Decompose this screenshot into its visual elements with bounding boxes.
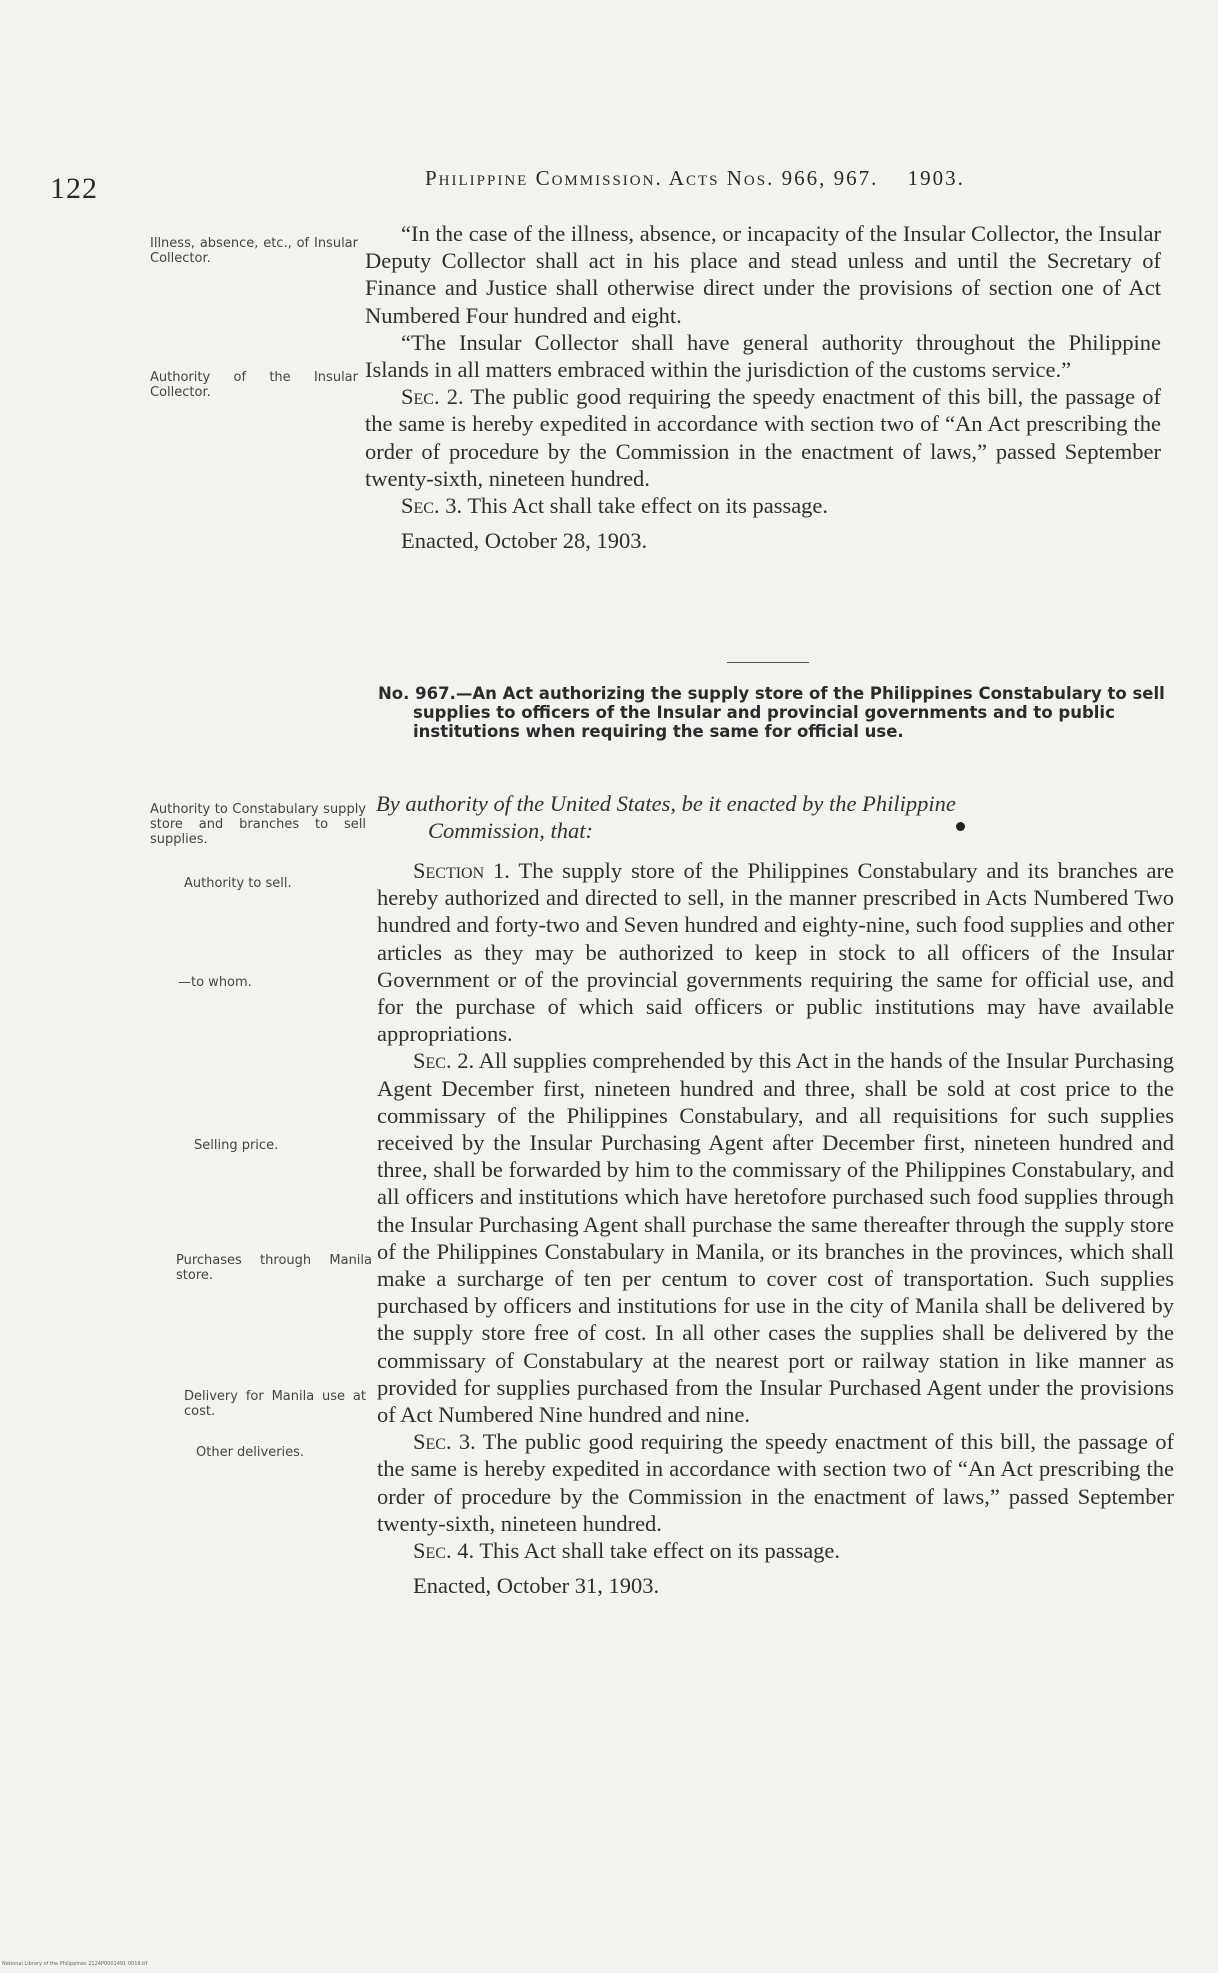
enacting-line-2: Commission, that: (428, 818, 594, 843)
section-label: Section 1. (413, 858, 510, 883)
section-text: All supplies comprehended by this Act in the hands of the Insular Purchasing Agent December first, nineteen hundred and three, shall be sold at cost price to the commissary of the Philippines Constabulary, and all requisitions for such supplies received by the Insular Purchasing Agent after December first, nineteen hundred and three, shall be forwarded by him to the commissary of the Philippines Constabulary, and all officers and institutions which have heretofore purchased such food supplies through the Insular Purchasing Agent shall purchase the same thereafter through the supply store of the Philippines Constabulary in Manila, or its branches in the provinces, which shall make a surcharge of ten per centum to cover cost of transportation. Such supplies purchased by officers and institutions for use in the city of Manila shall be delivered by the supply store free of cost. In all other cases the supplies shall be delivered by the commissary of Constabulary at the nearest port or railway station in like manner as provided for supplies purchased from the Insular Purchased Agent under the provisions of Act Numbered Nine hundred and nine. (377, 1048, 1175, 1428)
section-label: Sec. 3. (401, 493, 463, 519)
act-967-section-4 (377, 1537, 1174, 1564)
act-967-section-3 (377, 1428, 1174, 1537)
section-label: Sec. 2. (401, 384, 464, 410)
margin-note-authority-store: Authority to Constabulary supply store and branches to sell supplies. (150, 802, 366, 847)
running-head (425, 166, 965, 191)
scan-footer: National Library of the Philippines 2124P0001491 0019.tif (2, 1961, 148, 1967)
act-967-enacted: Enacted, October 31, 1903. (413, 1573, 660, 1599)
act-966-body (365, 220, 1161, 554)
section-text: The supply store of the Philippines Constabulary and its branches are hereby authorized and directed to sell, in the manner prescribed in Acts Numbered Two hundred and forty-two and Seven hundred and eighty-nine, such food supplies and other articles as they may be authorized to keep in stock to all officers of the Insular Government or of the provincial governments requiring the same for official use, and for the purchase of which said officers or public institutions may have available appropriations. (377, 858, 1175, 1047)
running-head-title: Philippine Commission. (425, 166, 663, 190)
section-label: Sec. 4. (413, 1538, 475, 1564)
margin-note-authority-collector: Authority of the Insular Collector. (150, 370, 358, 400)
section-label: Sec. 2. (413, 1048, 475, 1074)
margin-note-authority-sell: Authority to sell. (184, 876, 292, 891)
act-967-title: No. 967.—An Act authorizing the supply store of the Philippines Constabulary to sell supplies to officers of the Insular and provincial governments and to public institutions when requiring the same for official use. (378, 684, 1165, 741)
act-967-body (377, 857, 1174, 1599)
margin-note-other-deliveries: Other deliveries. (196, 1445, 305, 1460)
ink-dot (956, 822, 965, 831)
margin-note-delivery-manila: Delivery for Manila use at cost. (184, 1389, 366, 1419)
act-966-enacted: Enacted, October 28, 1903. (401, 528, 648, 554)
act-967-section-2 (377, 1047, 1174, 1428)
section-text: The public good requiring the speedy enactment of this bill, the passage of the same is hereby expedited in accordance with section two of “An Act prescribing the order of procedure by the Commission in the enactment of laws,” passed September twenty-sixth, nineteen hundred. (377, 1429, 1175, 1536)
section-text: This Act shall take effect on its passage. (479, 1538, 841, 1564)
section-text: This Act shall take effect on its passage. (467, 493, 829, 519)
margin-note-selling-price: Selling price. (194, 1138, 279, 1153)
margin-note-purchases-manila: Purchases through Manila store. (176, 1253, 372, 1283)
act-966-section-2 (365, 383, 1161, 492)
margin-note-to-whom: —to whom. (178, 975, 252, 990)
act-967-section-1 (377, 857, 1174, 1047)
running-head-acts: Acts Nos. 966, 967. (668, 166, 879, 190)
enacting-line-1: By authority of the United States, be it enacted by the Philippine (376, 791, 956, 816)
section-label: Sec. 3. (413, 1429, 476, 1455)
enacting-clause (376, 790, 1176, 844)
running-head-year: 1903. (907, 166, 965, 190)
section-text: The public good requiring the speedy enactment of this bill, the passage of the same is hereby expedited in accordance with section two of “An Act prescribing the order of procedure by the Commission in the enactment of laws,” passed September twenty-sixth, nineteen hundred. (365, 384, 1161, 491)
paragraph-illness: “In the case of the illness, absence, or incapacity of the Insular Collector, the Insular Deputy Collector shall act in his place and stead unless and until the Secretary of Finance and Justice shall otherwise direct under the provisions of section one of Act Numbered Four hundred and eight. (365, 221, 1161, 328)
page-number: 122 (50, 172, 98, 205)
margin-note-illness: Illness, absence, etc., of Insular Collector. (150, 236, 358, 266)
paragraph-authority: “The Insular Collector shall have general authority throughout the Philippine Islands in all matters embraced within the jurisdiction of the customs service.” (365, 329, 1161, 383)
section-divider (727, 662, 809, 663)
act-966-section-3 (365, 492, 1161, 519)
